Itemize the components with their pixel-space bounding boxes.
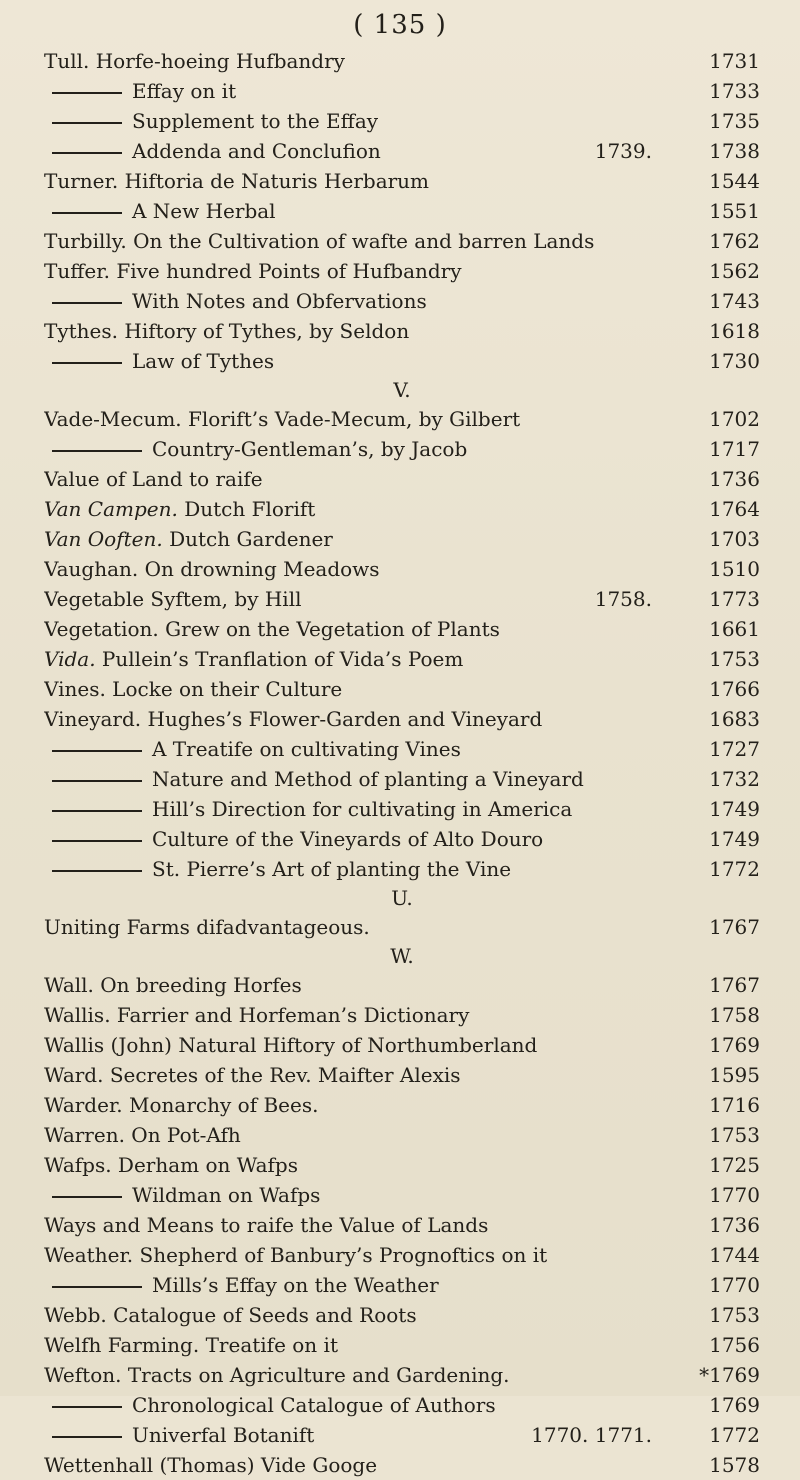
entry-year: 1683 bbox=[709, 707, 760, 731]
entry-title bbox=[44, 46, 648, 76]
entry-work: Mills’s Effay on the Weather bbox=[152, 1273, 439, 1297]
list-item bbox=[44, 136, 760, 166]
entry-work: Pullein’s Tranflation of Vida’s Poem bbox=[95, 647, 464, 671]
list-item bbox=[44, 854, 760, 884]
entry-work: Hughes’s Flower-Garden and Vineyard bbox=[141, 707, 543, 731]
entry-year: 1618 bbox=[709, 319, 760, 343]
entry-year: 1730 bbox=[709, 349, 760, 373]
list-item bbox=[44, 1300, 760, 1330]
section-u bbox=[44, 912, 760, 942]
entry-work: Shepherd of Banbury’s Prognoftics on it bbox=[133, 1243, 548, 1267]
entry-title bbox=[44, 316, 648, 346]
list-item bbox=[44, 106, 760, 136]
entry-year-extra: 1770. 1771. bbox=[531, 1423, 652, 1447]
list-item bbox=[44, 912, 760, 942]
entry-work: Univerfal Botanift bbox=[132, 1423, 315, 1447]
entry-author: Turner. bbox=[44, 169, 119, 193]
entry-year: 1769 bbox=[709, 1393, 760, 1417]
list-item bbox=[44, 1030, 760, 1060]
ditto-dash bbox=[52, 450, 142, 452]
entries-list bbox=[44, 46, 760, 1480]
entry-year: 1767 bbox=[709, 915, 760, 939]
entry-title bbox=[44, 404, 648, 434]
entry-title bbox=[44, 1330, 648, 1360]
entry-work: Florift’s Vade-Mecum, by Gilbert bbox=[181, 407, 521, 431]
entry-title bbox=[44, 166, 648, 196]
entry-author: Weather. bbox=[44, 1243, 134, 1267]
ditto-dash bbox=[52, 92, 122, 94]
list-item bbox=[44, 1360, 760, 1390]
list-item bbox=[44, 1270, 760, 1300]
section-letter-v: V. bbox=[393, 378, 411, 402]
entry-title bbox=[52, 106, 648, 136]
ditto-dash bbox=[52, 780, 142, 782]
list-item bbox=[44, 734, 760, 764]
list-item bbox=[44, 674, 760, 704]
list-item bbox=[44, 554, 760, 584]
list-item bbox=[44, 46, 760, 76]
entry-author: Wallis (John) bbox=[44, 1033, 172, 1057]
entry-author: Vegetable Syftem, by Hill bbox=[44, 587, 302, 611]
entry-title bbox=[52, 1390, 648, 1420]
list-item bbox=[44, 1000, 760, 1030]
entry-author: Tuffer. bbox=[44, 259, 110, 283]
entry-year: 1753 bbox=[709, 647, 760, 671]
entry-title bbox=[52, 286, 648, 316]
entry-year: 1767 bbox=[709, 973, 760, 997]
entry-author: Vineyard. bbox=[44, 707, 142, 731]
list-item bbox=[44, 794, 760, 824]
ditto-dash bbox=[52, 810, 142, 812]
entry-year: 1578 bbox=[709, 1453, 760, 1477]
entry-author: Ways and Means to raife the Value of Lands bbox=[44, 1213, 489, 1237]
ditto-dash bbox=[52, 1406, 122, 1408]
entry-work: Tracts on Agriculture and Gardening. bbox=[121, 1363, 510, 1387]
list-item bbox=[44, 824, 760, 854]
entry-work: Monarchy of Bees. bbox=[122, 1093, 319, 1117]
list-item bbox=[44, 614, 760, 644]
entry-title bbox=[44, 256, 648, 286]
ditto-dash bbox=[52, 212, 122, 214]
ditto-dash bbox=[52, 840, 142, 842]
list-item bbox=[44, 464, 760, 494]
list-item bbox=[44, 764, 760, 794]
entry-title bbox=[44, 1450, 648, 1480]
entry-year: 1716 bbox=[709, 1093, 760, 1117]
list-item bbox=[44, 76, 760, 106]
entry-author: Vida. bbox=[44, 647, 96, 671]
entry-author: Vegetation. bbox=[44, 617, 159, 641]
entry-year: 1735 bbox=[709, 109, 760, 133]
entry-title bbox=[44, 1000, 648, 1030]
entry-author: Turbilly. bbox=[44, 229, 127, 253]
entry-year: 1717 bbox=[709, 437, 760, 461]
entry-title bbox=[44, 1240, 648, 1270]
entry-title bbox=[44, 1060, 648, 1090]
entry-work: Horfe-hoeing Hufbandry bbox=[89, 49, 345, 73]
section-letter-u: U. bbox=[391, 886, 413, 910]
entry-title bbox=[52, 346, 648, 376]
entry-year: 1769 bbox=[709, 1033, 760, 1057]
entry-year: 1743 bbox=[709, 289, 760, 313]
entry-year: 1770 bbox=[709, 1183, 760, 1207]
list-item bbox=[44, 404, 760, 434]
entry-work: Dutch Gardener bbox=[162, 527, 333, 551]
entry-year: 1544 bbox=[709, 169, 760, 193]
entry-year: 1510 bbox=[709, 557, 760, 581]
entry-title bbox=[44, 464, 648, 494]
entry-title bbox=[52, 824, 648, 854]
entry-author: Vines. bbox=[44, 677, 106, 701]
entry-title bbox=[44, 970, 648, 1000]
entry-title bbox=[44, 644, 648, 674]
entry-title bbox=[52, 794, 648, 824]
ditto-dash bbox=[52, 152, 122, 154]
entry-author: Welfh Farming. bbox=[44, 1333, 200, 1357]
entry-title bbox=[44, 1120, 648, 1150]
entry-year: 1736 bbox=[709, 1213, 760, 1237]
entry-author: Wall. bbox=[44, 973, 94, 997]
entry-year: 1749 bbox=[709, 827, 760, 851]
entry-author: Vade-Mecum. bbox=[44, 407, 182, 431]
ditto-dash bbox=[52, 870, 142, 872]
entry-work: On drowning Meadows bbox=[138, 557, 380, 581]
ditto-dash bbox=[52, 1436, 122, 1438]
list-item bbox=[44, 1390, 760, 1420]
entry-work: On Pot-Afh bbox=[124, 1123, 241, 1147]
entry-author: Wefton. bbox=[44, 1363, 122, 1387]
entry-title bbox=[44, 554, 648, 584]
list-item bbox=[44, 524, 760, 554]
entry-work: Treatife on it bbox=[199, 1333, 338, 1357]
entry-year: 1758 bbox=[709, 1003, 760, 1027]
entry-year: 1773 bbox=[709, 587, 760, 611]
ditto-dash bbox=[52, 302, 122, 304]
entry-title bbox=[44, 1090, 648, 1120]
section-v bbox=[44, 404, 760, 884]
entry-year: 1770 bbox=[709, 1273, 760, 1297]
entry-title bbox=[44, 1210, 648, 1240]
entry-work: On breeding Horfes bbox=[93, 973, 302, 997]
entry-year: 1562 bbox=[709, 259, 760, 283]
page-number: ( 135 ) bbox=[353, 10, 447, 40]
list-item bbox=[44, 1420, 760, 1450]
ditto-dash bbox=[52, 362, 122, 364]
entry-work: Grew on the Vegetation of Plants bbox=[158, 617, 500, 641]
entry-work: Nature and Method of planting a Vineyard bbox=[152, 767, 584, 791]
section-letter-w: W. bbox=[390, 944, 414, 968]
entry-year: 1764 bbox=[709, 497, 760, 521]
entry-title bbox=[52, 136, 648, 166]
ditto-dash bbox=[52, 1286, 142, 1288]
list-item bbox=[44, 1090, 760, 1120]
entry-year: 1766 bbox=[709, 677, 760, 701]
entry-work: St. Pierre’s Art of planting the Vine bbox=[152, 857, 512, 881]
entry-year: 1731 bbox=[709, 49, 760, 73]
list-item bbox=[44, 644, 760, 674]
entry-title bbox=[44, 1300, 648, 1330]
section-t bbox=[44, 46, 760, 376]
entry-year: 1762 bbox=[709, 229, 760, 253]
entry-title bbox=[44, 1150, 648, 1180]
entry-author: Wafps. bbox=[44, 1153, 112, 1177]
entry-year: 1772 bbox=[709, 1423, 760, 1447]
entry-year: 1749 bbox=[709, 797, 760, 821]
list-item bbox=[44, 166, 760, 196]
list-item bbox=[44, 1060, 760, 1090]
entry-work: Chronological Catalogue of Authors bbox=[132, 1393, 496, 1417]
entry-work: Hiftory of Tythes, by Seldon bbox=[118, 319, 410, 343]
entry-year: 1732 bbox=[709, 767, 760, 791]
entry-title bbox=[44, 524, 648, 554]
entry-work: A Treatife on cultivating Vines bbox=[152, 737, 461, 761]
entry-title bbox=[52, 196, 648, 226]
entry-year: *1769 bbox=[699, 1363, 760, 1387]
list-item bbox=[44, 494, 760, 524]
entry-work: With Notes and Obfervations bbox=[132, 289, 427, 313]
entry-title bbox=[52, 434, 648, 464]
entry-author: Van Ooften. bbox=[44, 527, 163, 551]
entry-year: 1738 bbox=[709, 139, 760, 163]
entry-author: Vaughan. bbox=[44, 557, 139, 581]
entry-author: Uniting Farms difadvantageous. bbox=[44, 915, 370, 939]
list-item bbox=[44, 1120, 760, 1150]
entry-work: Farrier and Horfeman’s Dictionary bbox=[110, 1003, 470, 1027]
entry-work: Five hundred Points of Hufbandry bbox=[110, 259, 462, 283]
list-item bbox=[44, 286, 760, 316]
entry-work: Hiftoria de Naturis Herbarum bbox=[118, 169, 430, 193]
entry-year: 1661 bbox=[709, 617, 760, 641]
entry-year: 1756 bbox=[709, 1333, 760, 1357]
entry-title bbox=[52, 734, 648, 764]
entry-title bbox=[44, 704, 648, 734]
list-item bbox=[44, 316, 760, 346]
entry-work: On the Cultivation of wafte and barren Lands bbox=[126, 229, 595, 253]
entry-work: Effay on it bbox=[132, 79, 237, 103]
entry-work: Vide Googe bbox=[254, 1453, 378, 1477]
ditto-dash bbox=[52, 750, 142, 752]
entry-work: A New Herbal bbox=[132, 199, 276, 223]
list-item bbox=[44, 1450, 760, 1480]
entry-year: 1753 bbox=[709, 1303, 760, 1327]
entry-work: Dutch Florift bbox=[177, 497, 316, 521]
section-w bbox=[44, 970, 760, 1480]
entry-author: Van Campen. bbox=[44, 497, 178, 521]
entry-author: Wallis. bbox=[44, 1003, 111, 1027]
entry-work: Wildman on Wafps bbox=[132, 1183, 321, 1207]
ditto-dash bbox=[52, 1196, 122, 1198]
entry-title bbox=[44, 912, 648, 942]
ditto-dash bbox=[52, 122, 122, 124]
entry-title bbox=[44, 674, 648, 704]
entry-title bbox=[44, 494, 648, 524]
entry-year: 1703 bbox=[709, 527, 760, 551]
entry-year: 1753 bbox=[709, 1123, 760, 1147]
list-item bbox=[44, 196, 760, 226]
entry-title bbox=[52, 1180, 648, 1210]
entry-title bbox=[52, 1270, 648, 1300]
entry-title bbox=[44, 584, 648, 614]
entry-author: Tull. bbox=[44, 49, 90, 73]
entry-work: Law of Tythes bbox=[132, 349, 275, 373]
entry-title bbox=[52, 764, 648, 794]
entry-year: 1736 bbox=[709, 467, 760, 491]
list-item bbox=[44, 346, 760, 376]
entry-year-extra: 1739. bbox=[594, 139, 652, 163]
list-item bbox=[44, 1330, 760, 1360]
entry-work: Culture of the Vineyards of Alto Douro bbox=[152, 827, 544, 851]
entry-year: 1772 bbox=[709, 857, 760, 881]
list-item bbox=[44, 970, 760, 1000]
list-item bbox=[44, 584, 760, 614]
entry-author: Value of Land to raife bbox=[44, 467, 263, 491]
entry-title bbox=[44, 1360, 648, 1390]
entry-title bbox=[44, 226, 648, 256]
list-item bbox=[44, 1180, 760, 1210]
entry-title bbox=[52, 76, 648, 106]
list-item bbox=[44, 1150, 760, 1180]
list-item bbox=[44, 434, 760, 464]
entry-work: Natural Hiftory of Northumberland bbox=[171, 1033, 538, 1057]
entry-title bbox=[52, 854, 648, 884]
list-item bbox=[44, 704, 760, 734]
entry-year: 1733 bbox=[709, 79, 760, 103]
entry-year: 1725 bbox=[709, 1153, 760, 1177]
entry-author: Tythes. bbox=[44, 319, 119, 343]
entry-work: Catalogue of Seeds and Roots bbox=[106, 1303, 417, 1327]
entry-work: Secretes of the Rev. Maifter Alexis bbox=[103, 1063, 461, 1087]
entry-work: Addenda and Conclufion bbox=[132, 139, 381, 163]
list-item bbox=[44, 226, 760, 256]
entry-author: Wettenhall (Thomas) bbox=[44, 1453, 255, 1477]
list-item bbox=[44, 1240, 760, 1270]
entry-year-extra: 1758. bbox=[594, 587, 652, 611]
entry-work: Country-Gentleman’s, by Jacob bbox=[152, 437, 468, 461]
entry-year: 1702 bbox=[709, 407, 760, 431]
entry-author: Warren. bbox=[44, 1123, 125, 1147]
entry-year: 1727 bbox=[709, 737, 760, 761]
list-item bbox=[44, 1210, 760, 1240]
entry-title bbox=[44, 614, 648, 644]
entry-year: 1595 bbox=[709, 1063, 760, 1087]
entry-author: Webb. bbox=[44, 1303, 107, 1327]
entry-author: Ward. bbox=[44, 1063, 104, 1087]
entry-work: Derham on Wafps bbox=[111, 1153, 298, 1177]
entry-work: Hill’s Direction for cultivating in America bbox=[152, 797, 573, 821]
entry-work: Locke on their Culture bbox=[105, 677, 343, 701]
list-item bbox=[44, 256, 760, 286]
entry-author: Warder. bbox=[44, 1093, 123, 1117]
entry-title bbox=[44, 1030, 648, 1060]
entry-year: 1744 bbox=[709, 1243, 760, 1267]
entry-year: 1551 bbox=[709, 199, 760, 223]
entry-work: Supplement to the Effay bbox=[132, 109, 379, 133]
